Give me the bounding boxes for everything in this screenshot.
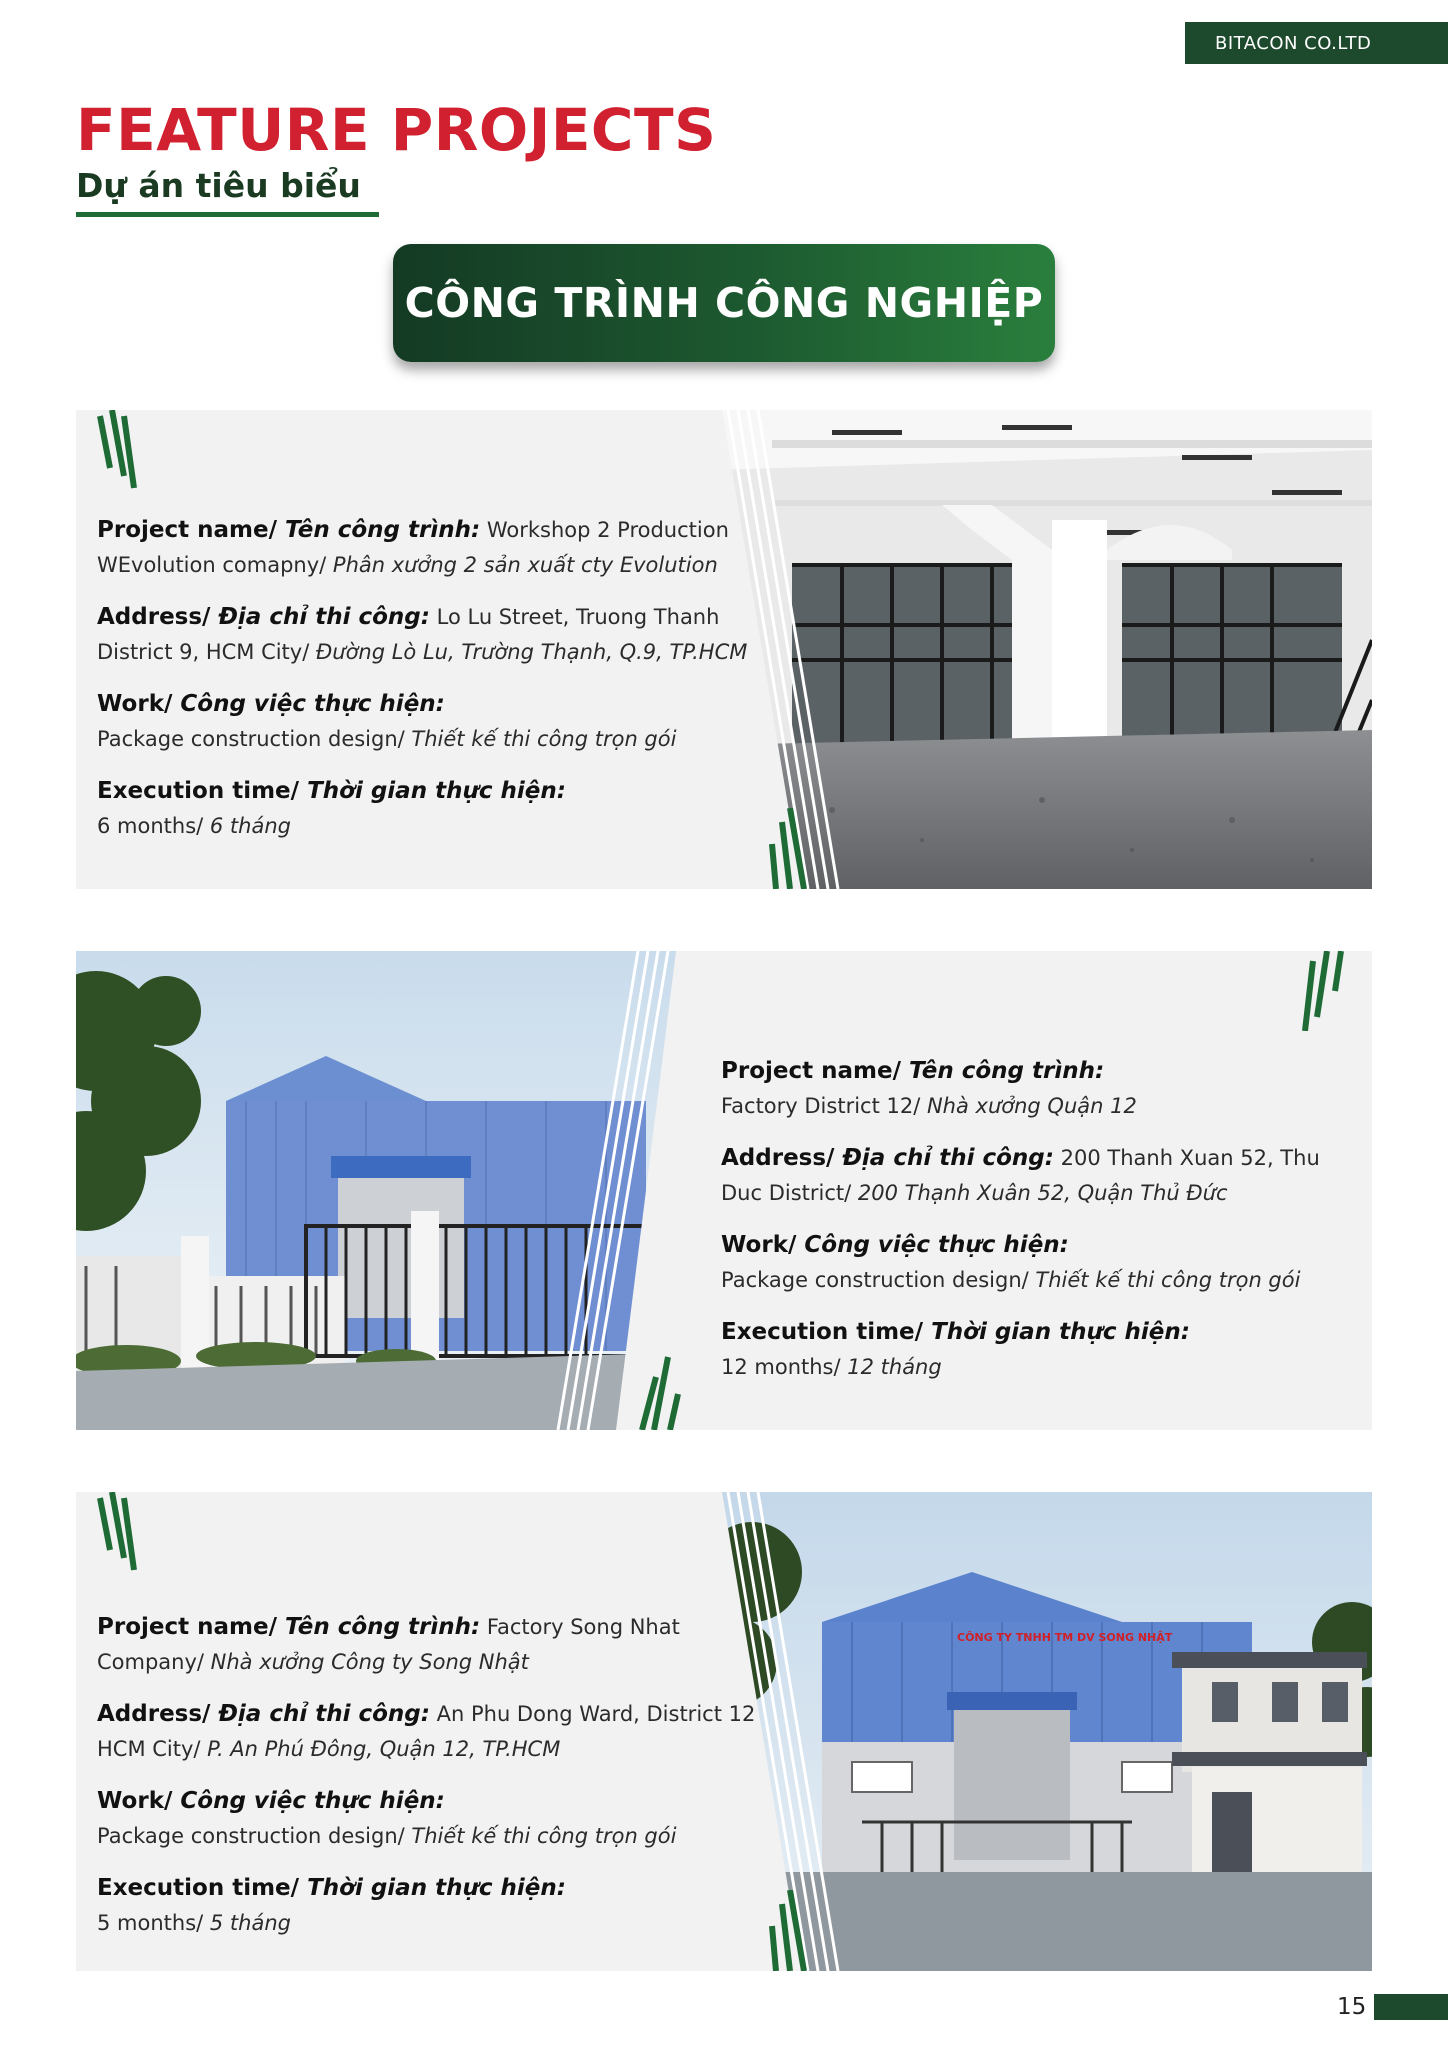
page-subtitle: Dự án tiêu biểu (76, 166, 361, 205)
project-time: Execution time/ Thời gian thực hiện: 12 months/ 12 tháng (721, 1319, 1190, 1379)
project-card-factory-d12 (76, 951, 1372, 1430)
project-card-workshop (76, 410, 1372, 889)
project-time: Execution time/ Thời gian thực hiện: 6 months/ 6 tháng (97, 778, 566, 838)
subtitle-underline (76, 212, 379, 217)
category-label: CÔNG TRÌNH CÔNG NGHIỆP (404, 279, 1044, 327)
project-work: Work/ Công việc thực hiện: Package construction design/ Thiết kế thi công trọn gói (97, 691, 677, 751)
project-name: Project name/ Tên công trình: Factory Song Nhat Company/ Nhà xưởng Công ty Song Nhật (97, 1614, 680, 1674)
building-sign: CÔNG TY TNHH TM DV SONG NHẬT (957, 1631, 1173, 1644)
green-stripes-top (96, 1492, 156, 1572)
project-time: Execution time/ Thời gian thực hiện: 5 months/ 5 tháng (97, 1875, 566, 1935)
company-name: BITACON CO.LTD (1215, 32, 1372, 54)
project-address: Address/ Địa chỉ thi công: Lo Lu Street, Truong Thanh District 9, HCM City/ Đường Lò Lu, Trường Thạnh, Q.9, TP.HCM (97, 604, 748, 664)
category-banner (393, 244, 1055, 362)
project-work: Work/ Công việc thực hiện: Package construction design/ Thiết kế thi công trọn gói (721, 1232, 1301, 1292)
project-name: Project name/ Tên công trình: Factory District 12/ Nhà xưởng Quận 12 (721, 1058, 1137, 1118)
project-address: Address/ Địa chỉ thi công: 200 Thanh Xuan 52, Thu Duc District/ 200 Thạnh Xuân 52, Quận Thủ Đức (721, 1145, 1320, 1205)
page-number-bar (1374, 1994, 1448, 2020)
project-name: Project name/ Tên công trình: Workshop 2 Production WEvolution comapny/ Phân xưởng 2 sản xuất cty Evolution (97, 517, 729, 577)
project-info (97, 1610, 797, 1958)
project-address: Address/ Địa chỉ thi công: An Phu Dong Ward, District 12 HCM City/ P. An Phú Đông, Quận 12, TP.HCM (97, 1701, 756, 1761)
green-stripes-top (96, 410, 156, 490)
project-info (721, 1054, 1361, 1402)
project-info (97, 513, 797, 861)
company-tag (1185, 22, 1448, 64)
green-stripes-bottom (636, 1349, 686, 1430)
page-title: FEATURE PROJECTS (76, 96, 717, 164)
project-card-song-nhat (76, 1492, 1372, 1971)
green-stripes-top (1301, 951, 1351, 1031)
page-number: 15 (1337, 1994, 1367, 2020)
project-work: Work/ Công việc thực hiện: Package construction design/ Thiết kế thi công trọn gói (97, 1788, 677, 1848)
